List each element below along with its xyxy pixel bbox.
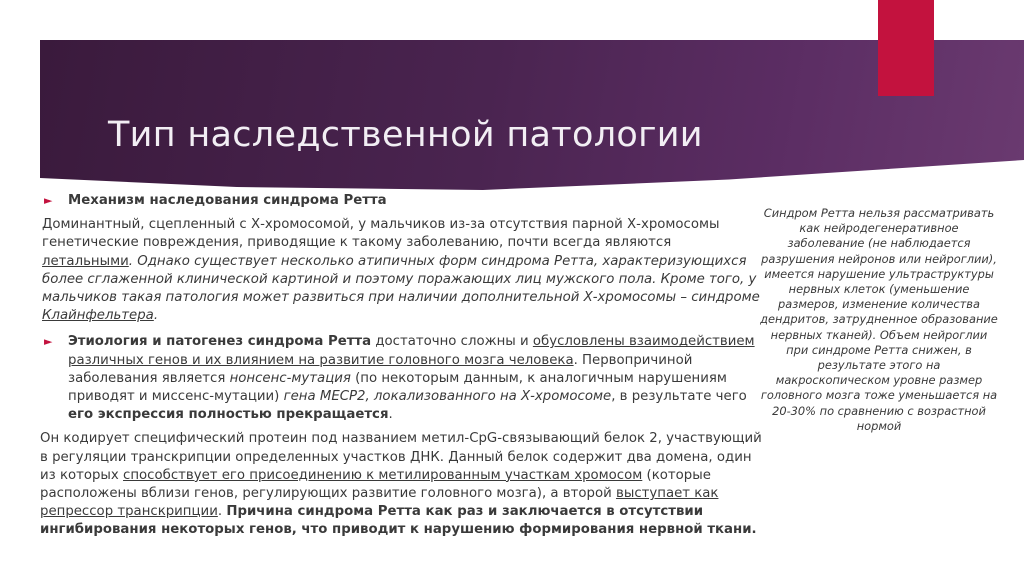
para-text: . — [388, 407, 393, 423]
etiology-text — [68, 333, 765, 424]
para-text-bold: Причина синдрома Ретта как раз и заключается в отсутствии ингибирования некоторых генов, что приводит к нарушению формирования нервной ткани. — [40, 504, 757, 538]
para-text: , в результате чего — [611, 389, 747, 405]
para-text: . — [217, 504, 227, 520]
methylated-link[interactable]: способствует его присоединению к метилированным участкам хромосом — [123, 467, 643, 483]
para-text: . Первопричиной заболевания является — [68, 352, 693, 386]
para-text: (которые расположены вблизи генов, регулирующих развитие головного мозга), а второй — [40, 467, 711, 502]
klinefelter-link[interactable]: Клайнфельтера — [42, 308, 154, 324]
bullet-heading: Этиология и патогенез синдрома Ретта — [68, 334, 372, 350]
para-text-italic: нонсенс-мутация — [229, 370, 351, 386]
bullet-arrow-icon: ► — [44, 335, 53, 349]
para-text: Он кодирует специфический протеин под названием метил-CpG-связывающий белок 2, участвующий в регуляции транскрипции определенных участков ДНК. Данный белок содержит два домена, один из которых — [40, 431, 762, 483]
bullet-inheritance — [40, 192, 765, 210]
genes-link[interactable]: обусловлены взаимодействием различных генов и их влиянием на развитие головного мозга человека — [68, 334, 755, 368]
bullet-etiology — [40, 333, 765, 424]
para-text: Доминантный, сцепленный с Х-хромосомой, у мальчиков из-за отсутствия парной Х-хромосомы генетические повреждения, приводящие к такому заболеванию, почти всегда являются — [42, 217, 720, 251]
inheritance-paragraph — [40, 216, 765, 325]
para-text-italic: гена MECP2, локализованного на Х-хромосоме — [283, 389, 612, 405]
para-text: (по некоторым данным, к аналогичным нарушениям приводят и миссенс-мутации) — [68, 370, 727, 405]
para-text-bold: его экспрессия полностью прекращается — [68, 407, 389, 423]
para-text-italic: . — [153, 308, 159, 324]
repressor-link[interactable]: выступает как репрессор транскрипции — [40, 486, 719, 520]
para-text: достаточно сложны и — [371, 334, 533, 350]
bullet-arrow-icon: ► — [44, 194, 53, 207]
para-text-italic: . Однако существует несколько атипичных форм синдрома Ретта, характеризующихся более сглаженной клинической картиной и поэтому поражающих лиц мужского пола. Кроме того, у мальчиков такая патология может развиться при наличии дополнительной Х-хромосомы – синдроме — [42, 253, 760, 306]
accent-bar — [878, 0, 934, 96]
bullet-heading: Механизм наследования синдрома Ретта — [68, 193, 387, 208]
protein-paragraph — [40, 430, 765, 539]
slide-content — [40, 192, 765, 540]
lethal-link[interactable]: летальными — [42, 253, 129, 269]
slide-title: Тип наследственной патологии — [108, 115, 703, 156]
sidebar-note: Синдром Ретта нельзя рассматривать как нейродегенеративное заболевание (не наблюдается разрушения нейронов или нейроглии), имеется нарушение ультраструктуры нервных клеток (уменьшение размеров, изменение количества дендритов, затрудненное образование нервных тканей). Объем нейроглии при синдроме Ретта снижен, в результате этого на макроскопическом уровне размер головного мозга тоже уменьшается на 20-30% по сравнению с возрастной нормой — [760, 206, 998, 433]
